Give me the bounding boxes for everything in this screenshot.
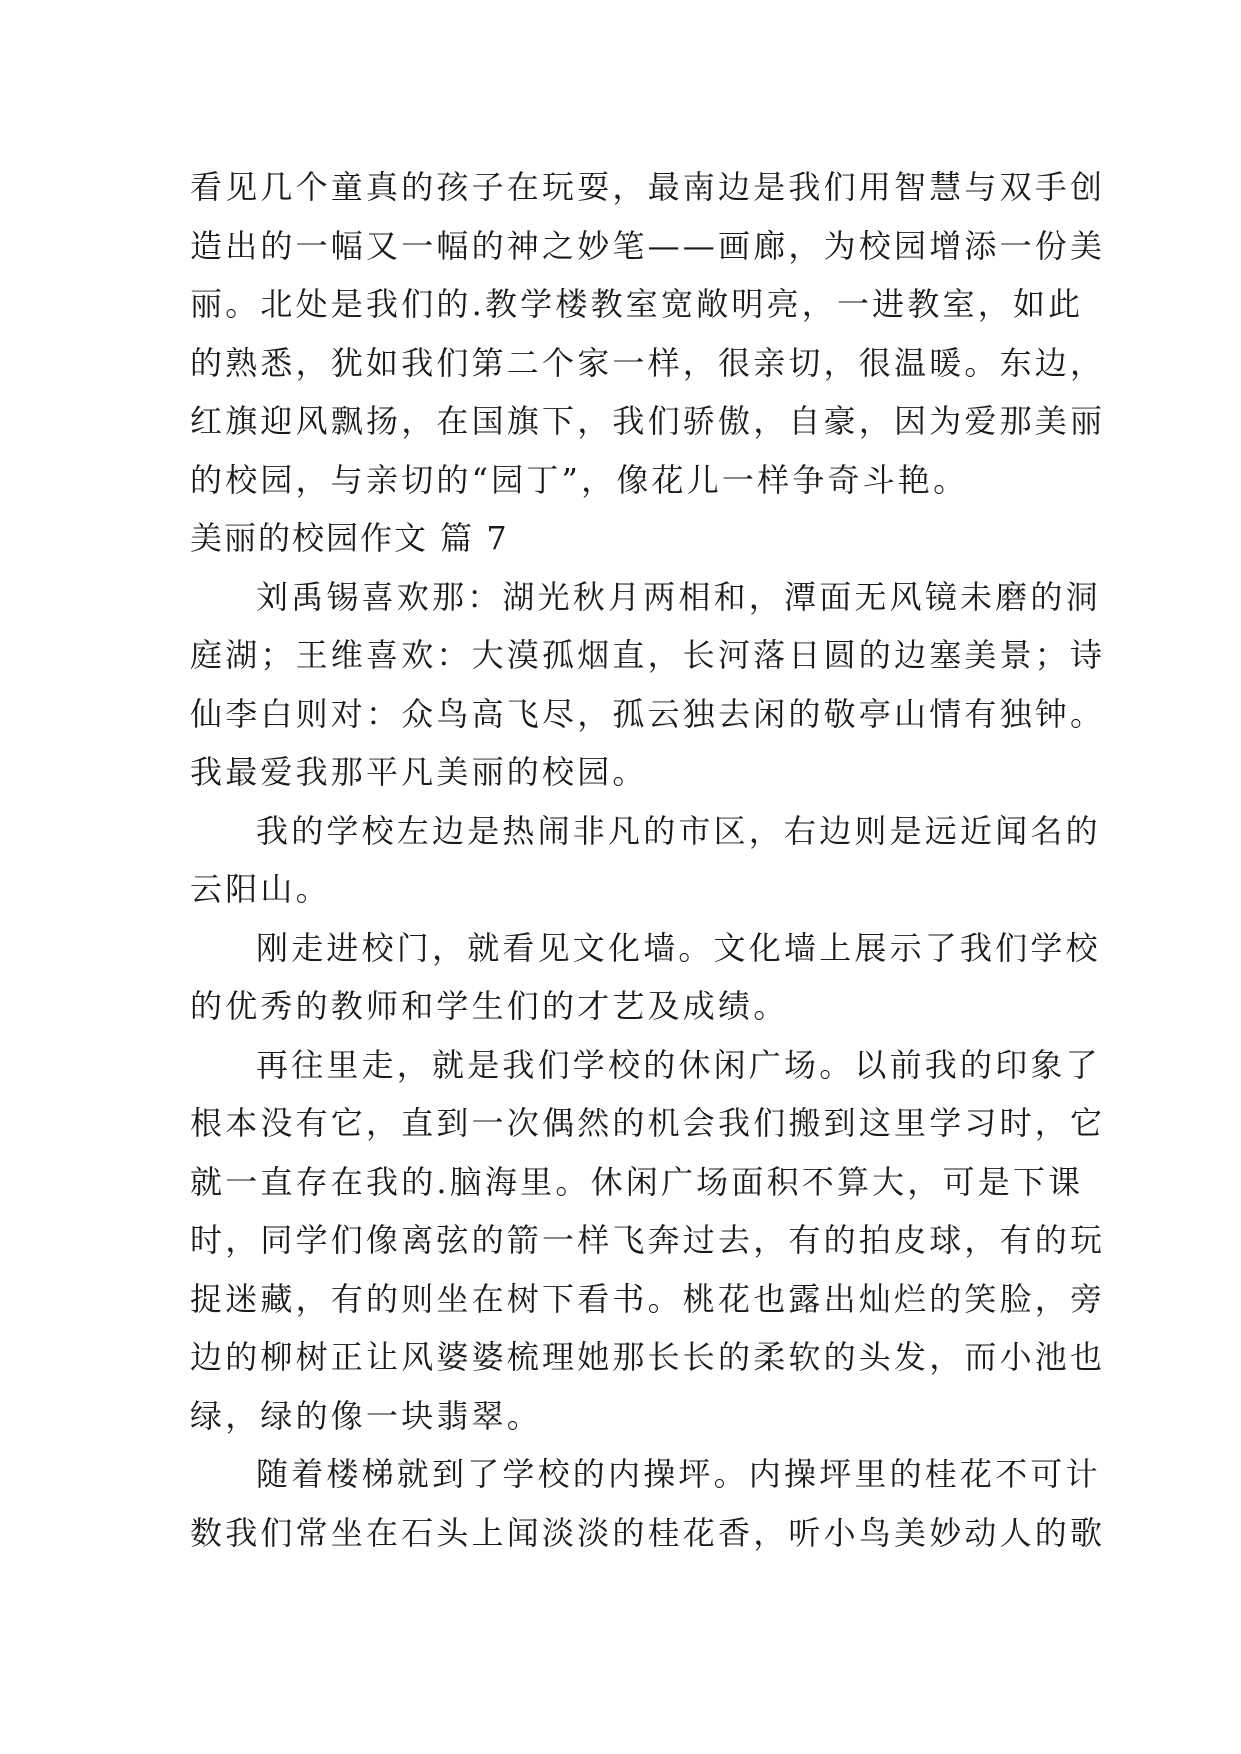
paragraph-first-line: 刚走进校门，就看见文化墙。文化墙上展示了我们学校 [256,928,1101,967]
paragraph-first-line: 再往里走，就是我们学校的休闲广场。以前我的印象了 [256,1045,1101,1084]
text-line: 边的柳树正让风婆婆梳理她那长长的柔软的头发，而小池也 [190,1338,1106,1376]
text-line: 的熟悉，犹如我们第二个家一样，很亲切，很温暖。东边， [190,343,1106,382]
text-line: 的校园，与亲切的“园丁”，像花儿一样争奇斗艳。 [190,460,969,499]
text-line: 仙李白则对：众鸟高飞尽，孤云独去闲的敬亭山情有独钟。 [190,694,1106,733]
document-body [190,158,1106,1562]
paragraph-first-line: 我的学校左边是热闹非凡的市区，右边则是远近闻名的 [256,811,1101,850]
text-line: 的优秀的教师和学生们的才艺及成绩。 [190,987,789,1025]
text-line: 就一直存在我的.脑海里。休闲广场面积不算大，可是下课 [190,1162,1084,1201]
text-line: 看见几个童真的孩子在玩耍，最南边是我们用智慧与双手创 [190,168,1106,206]
text-line: 云阳山。 [190,870,331,908]
paragraph-first-line: 随着楼梯就到了学校的内操坪。内操坪里的桂花不可计 [256,1455,1101,1493]
text-line: 造出的一幅又一幅的神之妙笔——画廊，为校园增添一份美 [190,226,1106,265]
text-line: 根本没有它，直到一次偶然的机会我们搬到这里学习时，它 [190,1104,1106,1142]
text-line: 数我们常坐在石头上闻淡淡的桂花香，听小鸟美妙动人的歌 [190,1513,1106,1552]
text-line: 时，同学们像离弦的箭一样飞奔过去，有的拍皮球，有的玩 [190,1221,1106,1259]
paragraph-first-line: 刘禹锡喜欢那：湖光秋月两相和，潭面无风镜未磨的洞 [256,577,1101,616]
text-line: 丽。北处是我们的.教学楼教室宽敞明亮，一进教室，如此 [190,285,1084,323]
section-heading: 美丽的校园作文 篇 7 [190,519,509,557]
text-line: 庭湖；王维喜欢：大漠孤烟直，长河落日圆的边塞美景；诗 [190,636,1106,674]
text-line: 红旗迎风飘扬，在国旗下，我们骄傲，自豪，因为爱那美丽 [190,402,1106,440]
text-line: 我最爱我那平凡美丽的校园。 [190,753,648,791]
text-line: 绿，绿的像一块翡翠。 [190,1396,543,1435]
text-line: 捉迷藏，有的则坐在树下看书。桃花也露出灿烂的笑脸，旁 [190,1279,1106,1318]
